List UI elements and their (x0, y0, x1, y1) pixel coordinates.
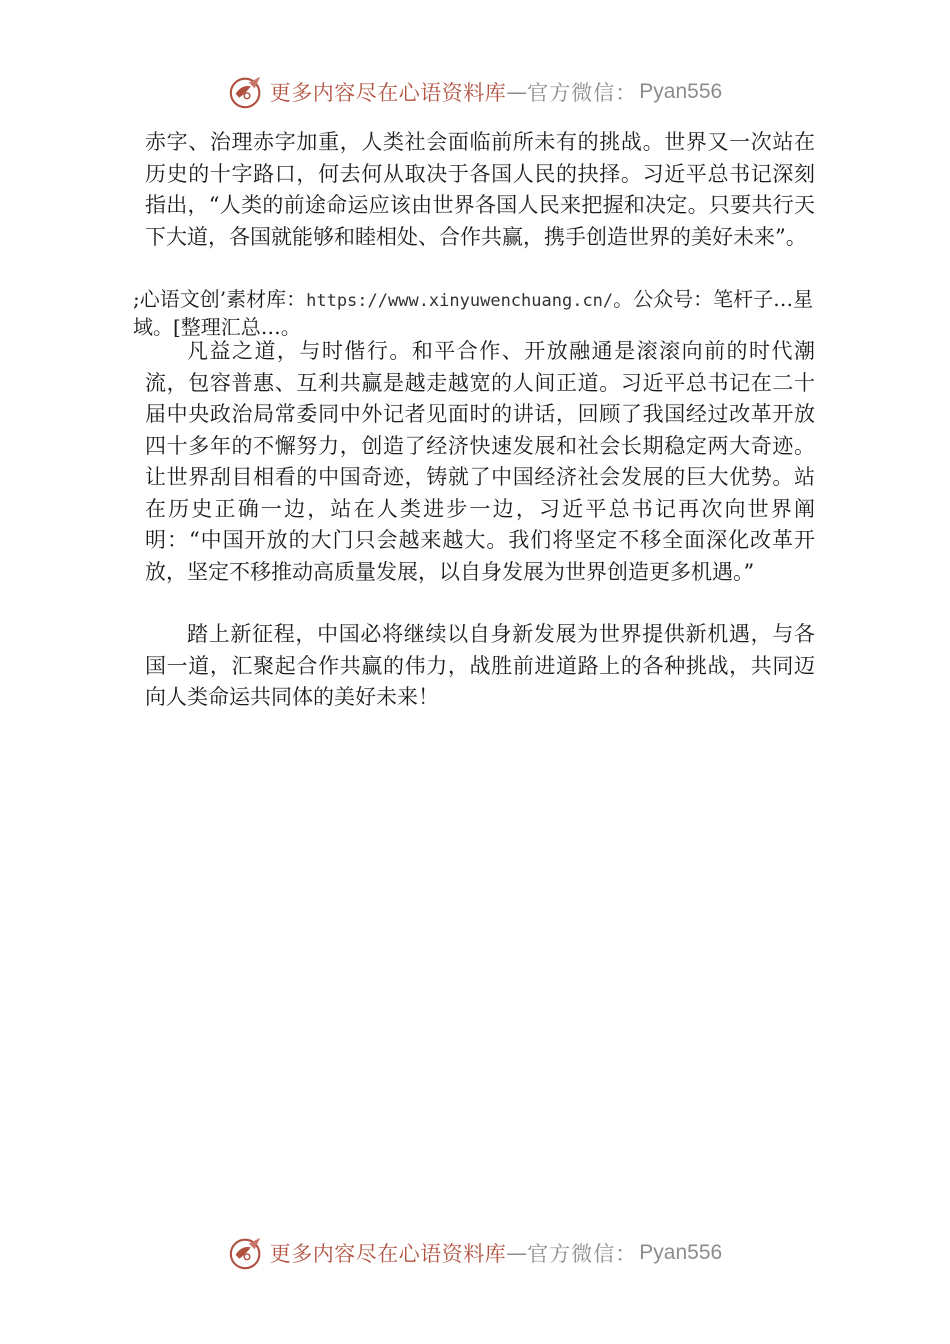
banner-wechat-id: Pyan556 (639, 1241, 723, 1264)
source-note-url[interactable]: https://www.xinyuwenchuang.cn/ (306, 291, 614, 311)
document-body-continued (145, 336, 815, 714)
banner-dash: — (506, 80, 528, 104)
brand-logo-icon (228, 1234, 266, 1272)
document-body (145, 127, 815, 253)
source-note-suffix: 。公众号：笔杆子…星域。[整理汇总…。 (133, 287, 814, 339)
banner-dash: — (506, 1241, 528, 1265)
paragraph-1: 赤字、治理赤字加重，人类社会面临前所未有的挑战。世界又一次站在历史的十字路口，何去何从取决于各国人民的抉择。习近平总书记深刻指出，“人类的前途命运应该由世界各国人民来把握和决定。只要共行天下大道，各国就能够和睦相处、合作共赢，携手创造世界的美好未来”。 (145, 130, 815, 249)
banner-slogan: 更多内容尽在心语资料库 (269, 81, 507, 105)
paragraph-gap (145, 588, 815, 619)
footer-banner (0, 1233, 950, 1273)
brand-logo-icon (228, 73, 266, 111)
banner-wechat-label: 官方微信： (527, 1242, 638, 1266)
header-banner (0, 72, 950, 112)
source-note (133, 286, 833, 340)
banner-wechat-label: 官方微信： (527, 81, 638, 105)
banner-wechat-id: Pyan556 (639, 80, 723, 103)
paragraph-2: 凡益之道，与时偕行。和平合作、开放融通是滚滚向前的时代潮流，包容普惠、互利共赢是越走越宽的人间正道。习近平总书记在二十届中央政治局常委同中外记者见面时的讲话，回顾了我国经过改革开放四十多年的不懈努力，创造了经济快速发展和社会长期稳定两大奇迹。让世界刮目相看的中国奇迹，铸就了中国经济社会发展的巨大优势。站在历史正确一边，站在人类进步一边，习近平总书记再次向世界阐明：“中国开放的大门只会越来越大。我们将坚定不移全面深化改革开放，坚定不移推动高质量发展，以自身发展为世界创造更多机遇。” (145, 339, 815, 584)
paragraph-3: 踏上新征程，中国必将继续以自身新发展为世界提供新机遇，与各国一道，汇聚起合作共赢的伟力，战胜前进道路上的各种挑战，共同迈向人类命运共同体的美好未来！ (145, 622, 815, 709)
banner-slogan: 更多内容尽在心语资料库 (269, 1242, 507, 1266)
source-note-prefix: ;心语文创’素材库： (133, 287, 307, 311)
